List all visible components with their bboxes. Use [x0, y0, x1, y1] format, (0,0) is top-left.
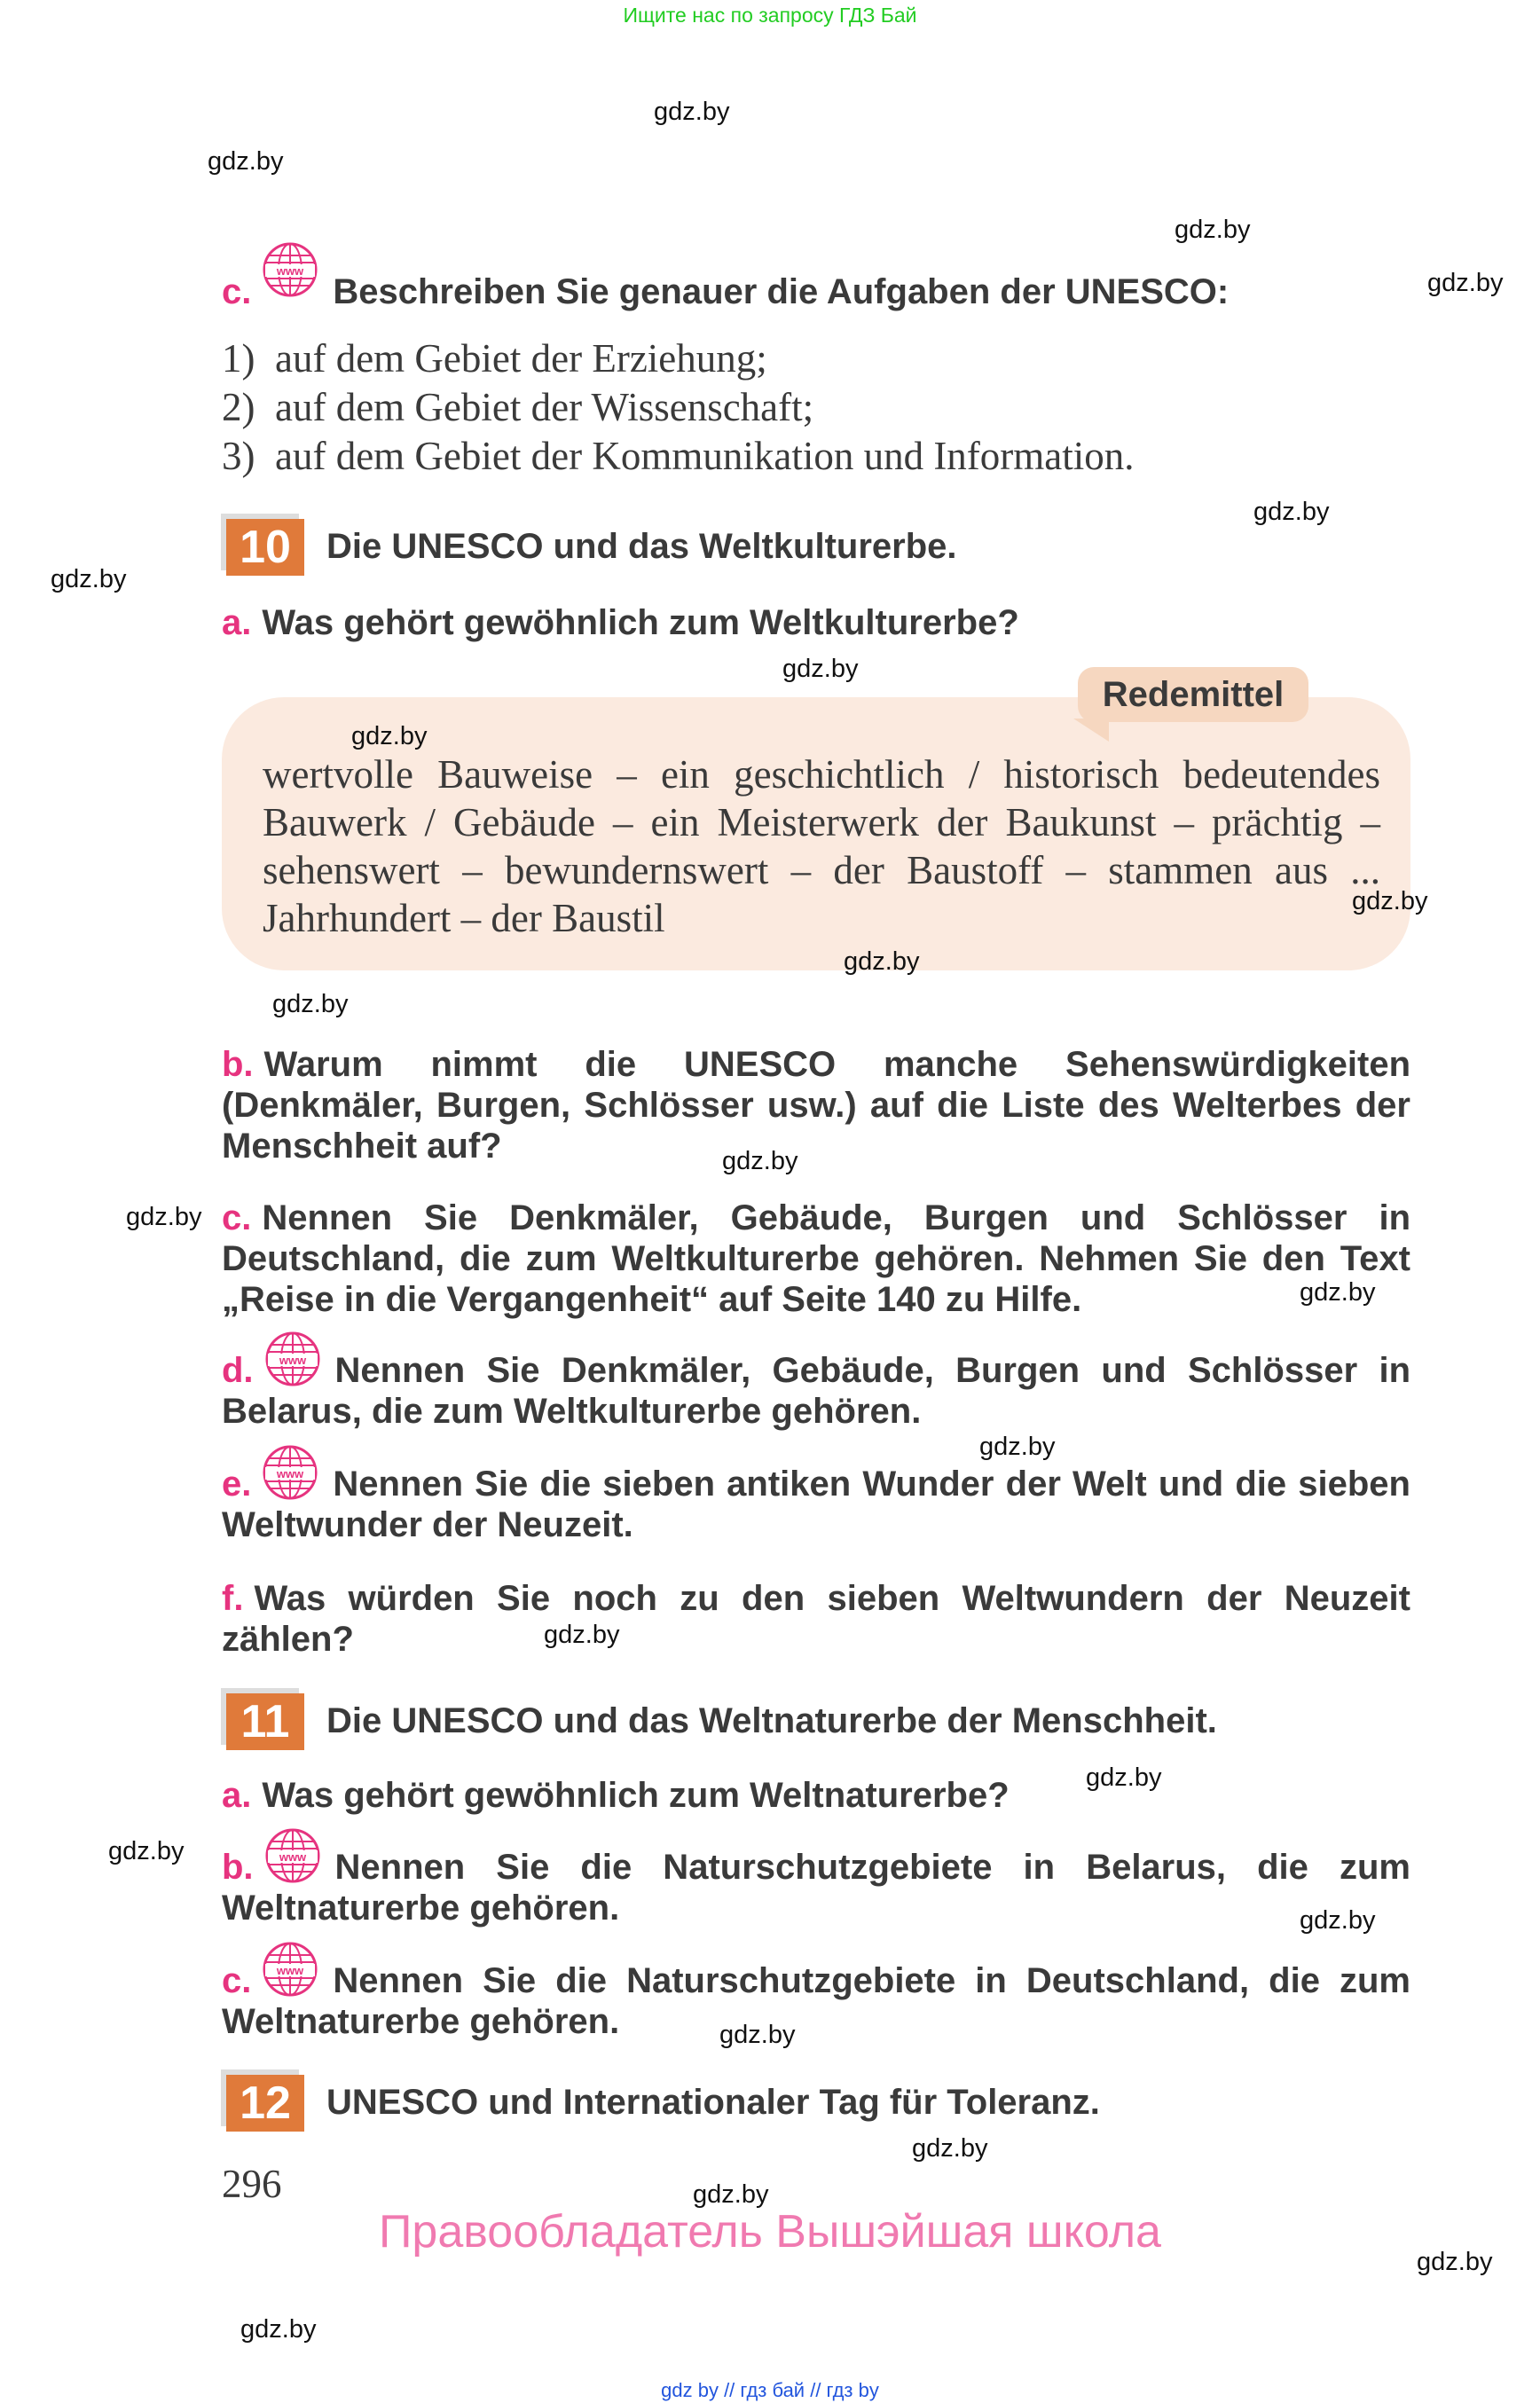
watermark: gdz.by	[51, 565, 127, 593]
task-letter: d.	[222, 1351, 254, 1390]
copyright-notice: Правообладатель Вышэйшая школа	[379, 2206, 1161, 2258]
list-item	[222, 334, 1135, 383]
task-9c	[222, 241, 1410, 312]
watermark: gdz.by	[1300, 1906, 1376, 1935]
watermark: gdz.by	[1417, 2248, 1493, 2276]
task-letter: e.	[222, 1465, 252, 1504]
task-letter: c.	[222, 272, 252, 311]
task-11a	[222, 1775, 1410, 1816]
task-letter: b.	[222, 1848, 254, 1887]
watermark: gdz.by	[654, 98, 730, 126]
footer-links[interactable]: gdz by // гдз бай // гдз by	[661, 2379, 879, 2401]
search-notice: Ищите нас по запросу ГДЗ Бай	[623, 4, 917, 27]
section-number-badge: 12	[226, 2075, 304, 2132]
list-item	[222, 432, 1135, 481]
task-10e	[222, 1444, 1410, 1545]
task-text: Was gehört gewöhnlich zum Weltkulturerbe?	[262, 603, 1019, 642]
section-title: Die UNESCO und das Weltnaturerbe der Menschheit.	[326, 1701, 1217, 1740]
list-number: 2)	[222, 385, 255, 429]
redemittel-label: Redemittel	[1078, 667, 1308, 722]
watermark: gdz.by	[544, 1621, 620, 1649]
watermark: gdz.by	[108, 1837, 185, 1865]
watermark: gdz.by	[351, 722, 428, 750]
www-globe-icon	[262, 1941, 318, 1998]
list-text: auf dem Gebiet der Wissenschaft;	[275, 385, 814, 429]
watermark: gdz.by	[844, 947, 920, 976]
redemittel-text: wertvolle Bauweise – ein geschichtlich / historisch bedeutendes Bauwerk / Gebäude – ein Meisterwerk der Baukunst – prächtig – sehenswert – bewundernswert – der Baustoff – stammen aus ... Jahrhundert – der Baustil	[263, 752, 1380, 940]
watermark: gdz.by	[1300, 1278, 1376, 1307]
task-letter: b.	[222, 1045, 254, 1084]
task-letter: c.	[222, 1961, 252, 2000]
task-text: Nennen Sie Denkmäler, Gebäude, Burgen und Schlösser in Deutschland, die zum Weltkulturerbe gehören. Nehmen Sie den Text „Reise in die Vergangenheit“ auf Seite 140 zu Hilfe.	[222, 1198, 1410, 1319]
task-text: Was gehört gewöhnlich zum Weltnaturerbe?	[262, 1776, 1010, 1815]
watermark: gdz.by	[693, 2180, 769, 2209]
watermark: gdz.by	[1427, 269, 1504, 297]
watermark: gdz.by	[240, 2315, 317, 2344]
section-number-badge: 11	[226, 1693, 304, 1750]
task-11b	[222, 1827, 1410, 1928]
watermark: gdz.by	[208, 147, 284, 176]
list-number: 3)	[222, 434, 255, 478]
watermark: gdz.by	[1086, 1763, 1162, 1792]
www-globe-icon	[262, 241, 318, 298]
list-text: auf dem Gebiet der Erziehung;	[275, 336, 767, 381]
task-10a	[222, 602, 1410, 643]
task-text: Nennen Sie die Naturschutzgebiete in Belarus, die zum Weltnaturerbe gehören.	[222, 1848, 1410, 1928]
task-11c	[222, 1941, 1410, 2042]
section-title: UNESCO und Internationaler Tag für Toleranz.	[326, 2083, 1100, 2122]
section-number-badge: 10	[226, 519, 304, 576]
watermark: gdz.by	[1175, 216, 1251, 244]
www-globe-icon	[264, 1331, 321, 1387]
watermark: gdz.by	[722, 1147, 798, 1175]
watermark: gdz.by	[912, 2134, 988, 2163]
task-10f	[222, 1578, 1410, 1660]
list-text: auf dem Gebiet der Kommunikation und Information.	[275, 434, 1135, 478]
task-10b	[222, 1044, 1410, 1166]
watermark: gdz.by	[719, 2021, 796, 2049]
task-letter: c.	[222, 1198, 252, 1237]
task-letter: f.	[222, 1579, 244, 1618]
page-number: 296	[222, 2162, 282, 2206]
section-title: Die UNESCO und das Weltkulturerbe.	[326, 527, 957, 566]
task-text: Warum nimmt die UNESCO manche Sehenswürdigkeiten (Denkmäler, Burgen, Schlösser usw.) auf die Liste des Welterbes der Menschheit auf?	[222, 1045, 1410, 1166]
task-9c-list	[222, 334, 1135, 481]
watermark: gdz.by	[1253, 498, 1330, 526]
task-text: Was würden Sie noch zu den sieben Weltwundern der Neuzeit zählen?	[222, 1579, 1410, 1659]
watermark: gdz.by	[979, 1433, 1056, 1461]
www-globe-icon	[264, 1827, 321, 1884]
task-letter: a.	[222, 603, 252, 642]
task-text: Nennen Sie die sieben antiken Wunder der Welt und die sieben Weltwunder der Neuzeit.	[222, 1465, 1410, 1544]
task-10d	[222, 1331, 1410, 1432]
task-text: Nennen Sie die Naturschutzgebiete in Deutschland, die zum Weltnaturerbe gehören.	[222, 1961, 1410, 2041]
watermark: gdz.by	[126, 1203, 202, 1231]
list-item	[222, 383, 1135, 432]
task-letter: a.	[222, 1776, 252, 1815]
list-number: 1)	[222, 336, 255, 381]
watermark: gdz.by	[272, 990, 349, 1018]
task-10c	[222, 1198, 1410, 1320]
task-text: Nennen Sie Denkmäler, Gebäude, Burgen und Schlösser in Belarus, die zum Weltkulturerbe gehören.	[222, 1351, 1410, 1431]
watermark: gdz.by	[1352, 887, 1428, 915]
www-globe-icon	[262, 1444, 318, 1501]
task-text: Beschreiben Sie genauer die Aufgaben der UNESCO:	[333, 272, 1230, 311]
watermark: gdz.by	[782, 655, 859, 683]
